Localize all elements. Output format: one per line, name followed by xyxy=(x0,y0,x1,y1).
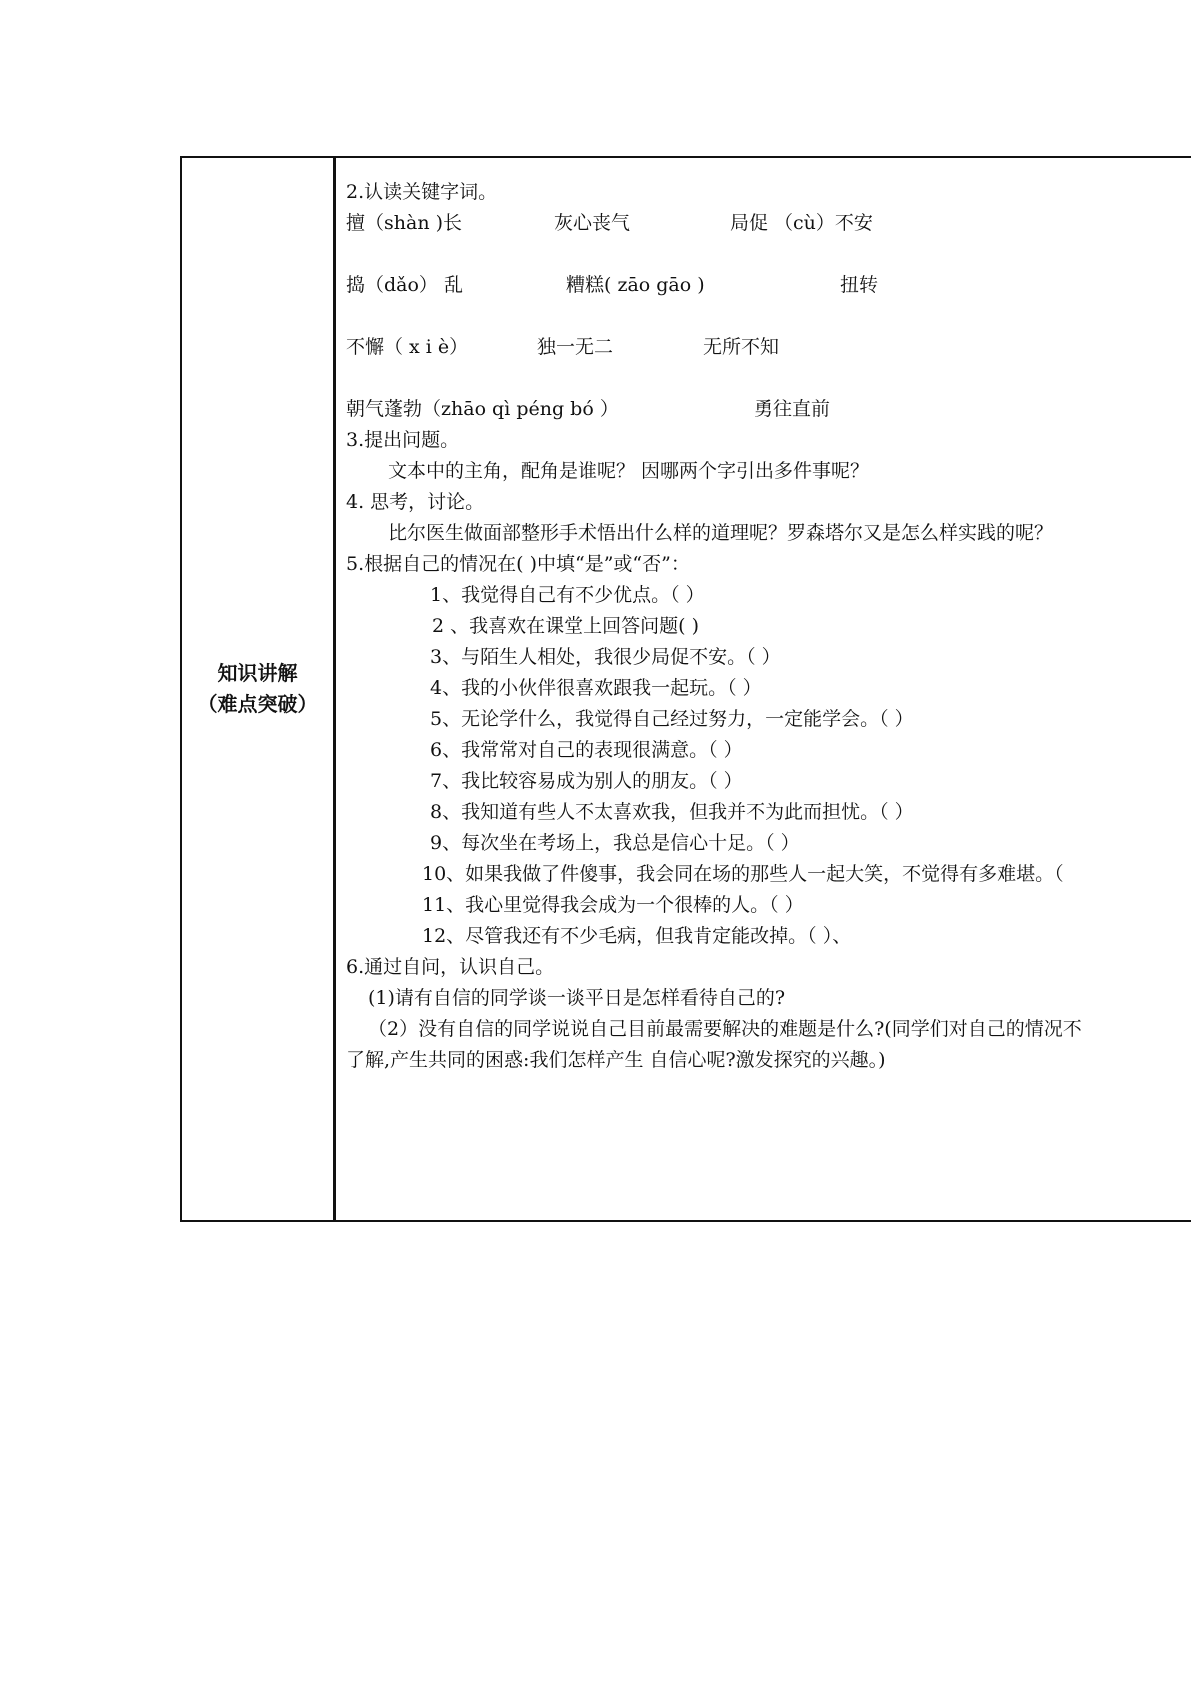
table-column-divider xyxy=(333,156,336,1222)
survey-item: 12、尽管我还有不少毛病，但我肯定能改掉。（ ）、 xyxy=(422,925,852,947)
section-label-line2: （难点突破） xyxy=(197,692,318,716)
survey-item: 9、每次坐在考场上，我总是信心十足。（ ） xyxy=(430,832,800,854)
survey-item: 1、我觉得自己有不少优点。（ ） xyxy=(430,584,705,606)
heading-6: 6.通过自问，认识自己。 xyxy=(346,956,555,978)
table-border-bottom xyxy=(180,1220,1191,1222)
vocab-row4-word2: 勇往直前 xyxy=(754,398,831,420)
survey-item: 10、如果我做了件傻事，我会同在场的那些人一起大笑，不觉得有多难堪。（ xyxy=(422,863,1064,885)
item-6-2-continued: 了解,产生共同的困惑:我们怎样产生 自信心呢?激发探究的兴趣。) xyxy=(346,1049,886,1071)
section-label-line1: 知识讲解 xyxy=(217,661,298,685)
survey-item: 4、我的小伙伴很喜欢跟我一起玩。（ ） xyxy=(430,677,762,699)
survey-item: 7、我比较容易成为别人的朋友。（ ） xyxy=(430,770,743,792)
survey-item: 5、无论学什么，我觉得自己经过努力，一定能学会。（ ） xyxy=(430,708,914,730)
vocab-row3-word3: 无所不知 xyxy=(703,336,780,358)
vocab-row2-word2: 糟糕( zāo gāo ) xyxy=(566,274,705,296)
vocab-row1-word3: 局促 （cù）不安 xyxy=(730,212,873,234)
heading-2: 2.认读关键字词。 xyxy=(346,181,498,203)
question-3: 文本中的主角，配角是谁呢？ 因哪两个字引出多件事呢？ xyxy=(388,460,870,482)
survey-item: 2 、我喜欢在课堂上回答问题( ) xyxy=(432,615,699,637)
vocab-row2-word1: 捣（dǎo） 乱 xyxy=(346,274,463,296)
survey-item: 8、我知道有些人不太喜欢我，但我并不为此而担忧。（ ） xyxy=(430,801,914,823)
item-6-2: （2）没有自信的同学说说自己目前最需要解决的难题是什么?(同学们对自己的情况不 xyxy=(368,1018,1082,1040)
vocab-row4-word1: 朝气蓬勃（zhāo qì péng bó ） xyxy=(346,398,619,420)
vocab-row1-word1: 擅（shàn )长 xyxy=(346,212,463,234)
survey-item: 11、我心里觉得我会成为一个很棒的人。（ ） xyxy=(422,894,804,916)
heading-5: 5.根据自己的情况在( )中填“是”或“否”： xyxy=(346,553,690,575)
section-label-cell xyxy=(182,158,333,1220)
survey-item: 3、与陌生人相处，我很少局促不安。（ ） xyxy=(430,646,781,668)
vocab-row2-word3: 扭转 xyxy=(840,274,879,296)
question-4: 比尔医生做面部整形手术悟出什么样的道理呢？罗森塔尔又是怎么样实践的呢？ xyxy=(388,522,1054,544)
vocab-row3-word2: 独一无二 xyxy=(537,336,614,358)
heading-4: 4. 思考，讨论。 xyxy=(346,491,485,513)
content-cell xyxy=(346,0,1191,1160)
heading-3: 3.提出问题。 xyxy=(346,429,460,451)
survey-item: 6、我常常对自己的表现很满意。（ ） xyxy=(430,739,743,761)
item-6-1: (1)请有自信的同学谈一谈平日是怎样看待自己的? xyxy=(368,987,786,1009)
vocab-row1-word2: 灰心丧气 xyxy=(554,212,631,234)
vocab-row3-word1: 不懈（ x i è） xyxy=(346,336,469,358)
